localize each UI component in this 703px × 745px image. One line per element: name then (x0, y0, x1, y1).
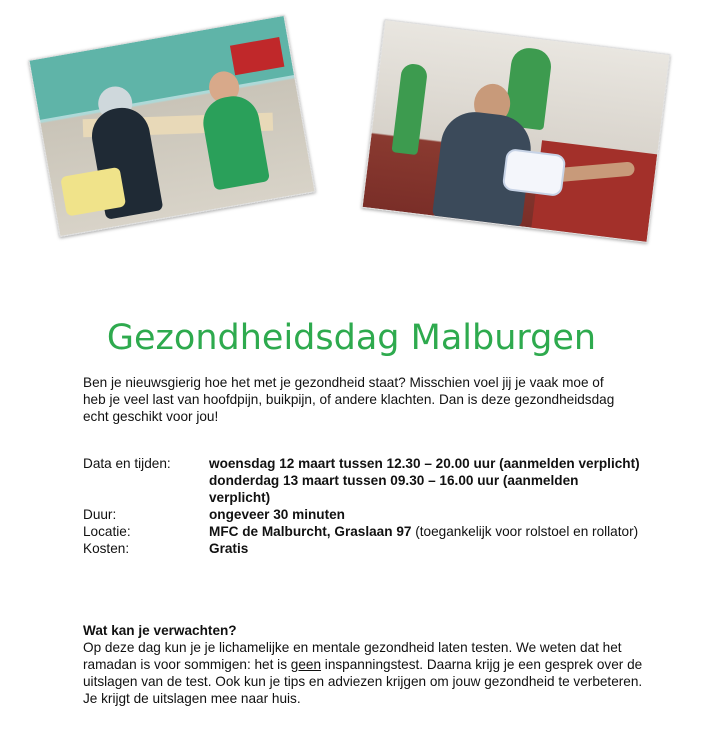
duration-value: ongeveer 30 minuten (209, 507, 345, 522)
dates-label: Data en tijden: (83, 456, 171, 471)
cost-value: Gratis (209, 541, 249, 556)
location-value (209, 523, 643, 540)
location-note: (toegankelijk voor rolstoel en rollator) (411, 524, 639, 539)
photo-nurse (392, 63, 429, 155)
photo-consultation (28, 15, 315, 237)
location-label: Locatie: (83, 524, 131, 539)
photo-blood-pressure (361, 19, 670, 243)
expect-text-2: inspanningstest. Daarna krijg je een gesprek over de uitslagen van de test. Ook kun je tips en adviezen krijgen om jouw gezondheid te verbeteren. Je krijgt de uitslagen mee naar huis. (83, 657, 643, 706)
details-row-duration (83, 506, 643, 523)
details-table (83, 455, 643, 557)
duration-label: Duur: (83, 507, 117, 522)
expect-heading: Wat kan je verwachten? (83, 623, 237, 638)
details-row-cost (83, 540, 643, 557)
photo-bp-monitor (502, 148, 567, 197)
expect-text-underlined: geen (290, 657, 322, 672)
expect-paragraph (83, 639, 643, 707)
details-row-location (83, 523, 643, 540)
date-1: woensdag 12 maart tussen 12.30 – 20.00 uur (aanmelden verplicht) (209, 456, 640, 471)
date-2: donderdag 13 maart tussen 09.30 – 16.00 uur (aanmelden verplicht) (209, 473, 579, 505)
location-name: MFC de Malburcht, Graslaan 97 (209, 524, 412, 539)
page-title: Gezondheidsdag Malburgen (106, 318, 597, 358)
details-row-dates-2 (83, 472, 643, 506)
details-row-dates (83, 455, 643, 472)
expect-section (83, 622, 643, 707)
cost-label: Kosten: (83, 541, 130, 556)
intro-paragraph: Ben je nieuwsgierig hoe het met je gezondheid staat? Misschien voel jij je vaak moe of heb je veel last van hoofdpijn, buikpijn, of andere klachten. Dan is deze gezondheidsdag echt geschikt voor jou! (83, 375, 615, 424)
expect-text-1: Op deze dag kun je je lichamelijke en mentale gezondheid laten testen. We weten dat het ramadan is voor sommigen: het is (83, 640, 622, 672)
photo-person-green (199, 92, 270, 190)
